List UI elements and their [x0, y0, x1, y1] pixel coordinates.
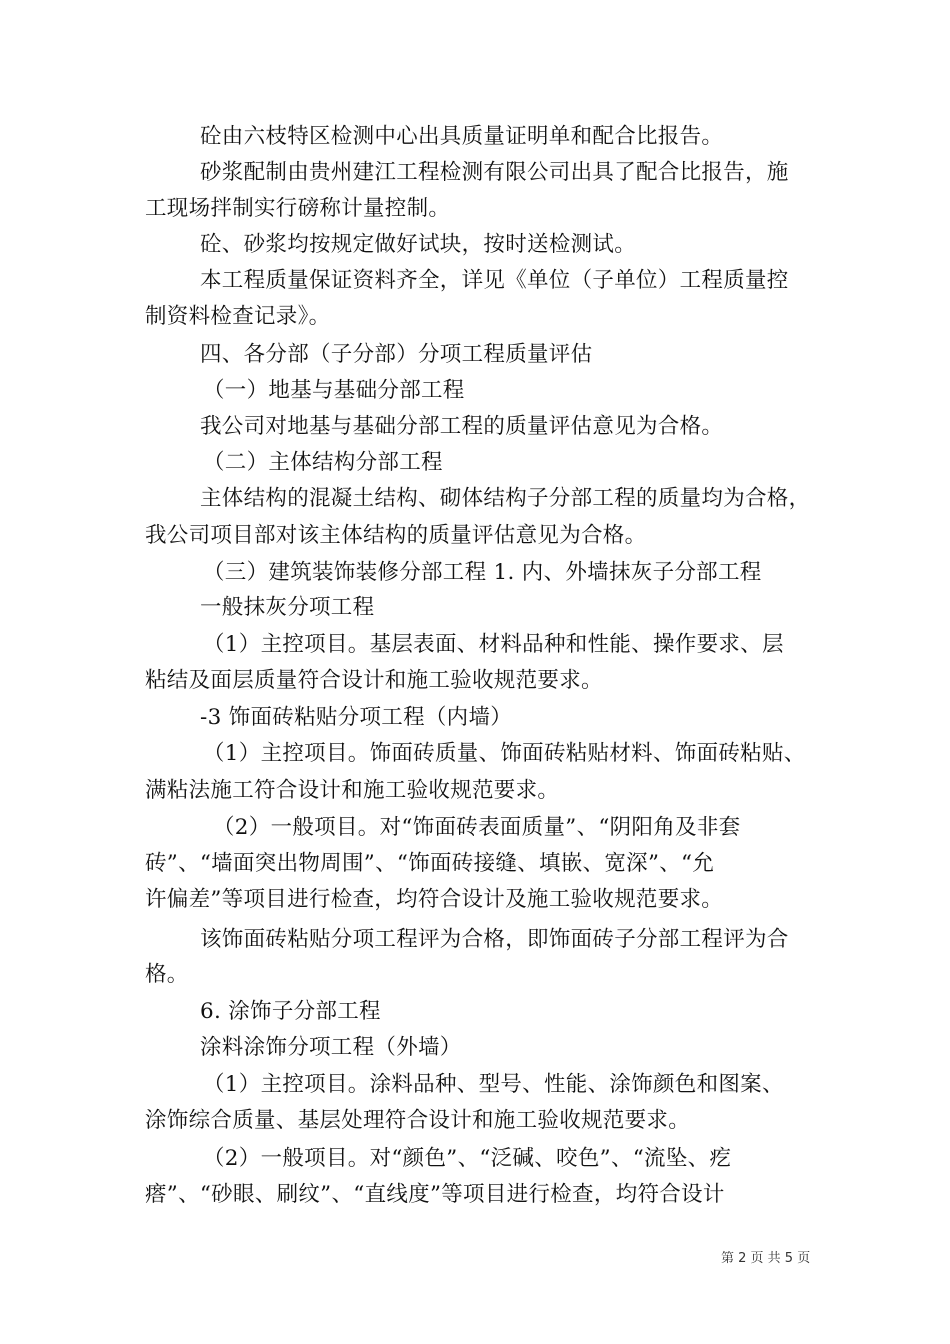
text-line: 我公司对地基与基础分部工程的质量评估意见为合格。: [200, 414, 724, 439]
text-line: 许偏差”等项目进行检查，均符合设计及施工验收规范要求。: [145, 887, 724, 912]
page-number: 第 2 页 共 5 页: [721, 1251, 811, 1266]
section-heading: 四、各分部（子分部）分项工程质量评估: [200, 342, 593, 367]
text-line: 砼由六枝特区检测中心出具质量证明单和配合比报告。: [200, 124, 724, 149]
subsection-heading: 6. 涂饰子分部工程: [200, 999, 381, 1024]
text-line: 砂浆配制由贵州建江工程检测有限公司出具了配合比报告，施: [200, 160, 789, 185]
subsection-heading: （三）建筑装饰装修分部工程 1. 内、外墙抹灰子分部工程: [203, 560, 762, 585]
text-line: 我公司项目部对该主体结构的质量评估意见为合格。: [145, 523, 647, 548]
text-line: 砖”、“墙面突出物周围”、“饰面砖接缝、填嵌、宽深”、“允: [145, 851, 715, 876]
text-line: -3 饰面砖粘贴分项工程（内墙）: [200, 705, 513, 730]
text-line: 制资料检查记录》。: [145, 304, 331, 329]
text-line: 本工程质量保证资料齐全，详见《单位（子单位）工程质量控: [200, 268, 789, 293]
text-line: （1）主控项目。涂料品种、型号、性能、涂饰颜色和图案、: [203, 1072, 784, 1097]
text-line: 该饰面砖粘贴分项工程评为合格，即饰面砖子分部工程评为合: [200, 927, 789, 952]
text-line: （2）一般项目。对“饰面砖表面质量”、“阴阳角及非套: [213, 815, 741, 840]
text-line: 涂饰综合质量、基层处理符合设计和施工验收规范要求。: [145, 1108, 691, 1133]
subsection-heading: （二）主体结构分部工程: [203, 450, 443, 475]
text-line: 瘩”、“砂眼、刷纹”、“直线度”等项目进行检查，均符合设计: [145, 1182, 725, 1207]
text-line: 粘结及面层质量符合设计和施工验收规范要求。: [145, 668, 603, 693]
text-line: 砼、砂浆均按规定做好试块，按时送检测试。: [200, 232, 637, 257]
text-line: 主体结构的混凝土结构、砌体结构子分部工程的质量均为合格，: [200, 486, 811, 511]
text-line: 工现场拌制实行磅称计量控制。: [145, 196, 451, 221]
text-line: 格。: [145, 962, 189, 987]
text-line: 满粘法施工符合设计和施工验收规范要求。: [145, 778, 560, 803]
text-line: 一般抹灰分项工程: [200, 595, 375, 620]
text-line: （1）主控项目。饰面砖质量、饰面砖粘贴材料、饰面砖粘贴、: [203, 741, 806, 766]
text-line: 涂料涂饰分项工程（外墙）: [200, 1035, 462, 1060]
subsection-heading: （一）地基与基础分部工程: [203, 378, 465, 403]
text-line: （2）一般项目。对“颜色”、“泛碱、咬色”、“流坠、疙: [203, 1146, 732, 1171]
text-line: （1）主控项目。基层表面、材料品种和性能、操作要求、层: [203, 632, 784, 657]
